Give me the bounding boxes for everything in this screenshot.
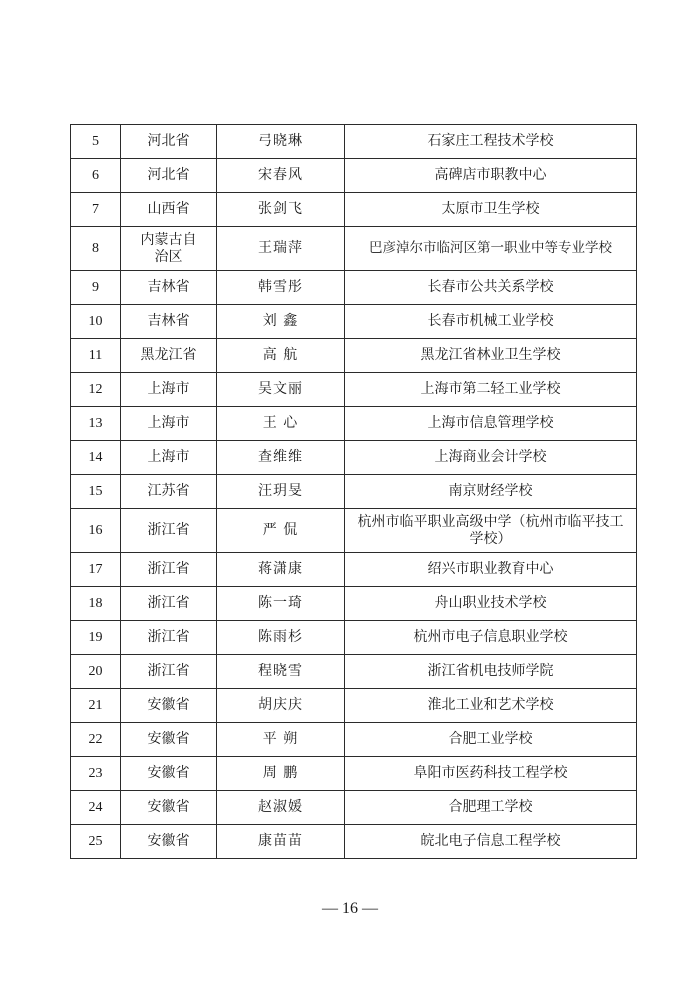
table-row bbox=[71, 509, 637, 553]
name-cell: 赵淑媛 bbox=[217, 791, 345, 825]
name-cell: 刘 鑫 bbox=[217, 305, 345, 339]
name-cell: 陈雨杉 bbox=[217, 621, 345, 655]
name-cell: 汪玥旻 bbox=[217, 475, 345, 509]
school-cell: 石家庄工程技术学校 bbox=[345, 125, 637, 159]
province-cell: 浙江省 bbox=[121, 621, 217, 655]
province-cell: 内蒙古自治区 bbox=[121, 227, 217, 271]
province-cell: 安徽省 bbox=[121, 791, 217, 825]
school-cell: 上海商业会计学校 bbox=[345, 441, 637, 475]
page-number: — 16 — bbox=[322, 900, 378, 917]
row-number: 8 bbox=[71, 227, 121, 271]
table-row bbox=[71, 159, 637, 193]
row-number: 25 bbox=[71, 825, 121, 859]
school-cell: 长春市机械工业学校 bbox=[345, 305, 637, 339]
name-cell: 查维维 bbox=[217, 441, 345, 475]
table-row bbox=[71, 587, 637, 621]
school-cell: 杭州市电子信息职业学校 bbox=[345, 621, 637, 655]
table-row bbox=[71, 271, 637, 305]
row-number: 22 bbox=[71, 723, 121, 757]
name-cell: 周 鹏 bbox=[217, 757, 345, 791]
table-row bbox=[71, 723, 637, 757]
province-cell: 上海市 bbox=[121, 407, 217, 441]
row-number: 14 bbox=[71, 441, 121, 475]
name-cell: 康苗苗 bbox=[217, 825, 345, 859]
row-number: 19 bbox=[71, 621, 121, 655]
table-row bbox=[71, 227, 637, 271]
name-cell: 王 心 bbox=[217, 407, 345, 441]
name-cell: 弓晓琳 bbox=[217, 125, 345, 159]
row-number: 16 bbox=[71, 509, 121, 553]
school-cell: 合肥理工学校 bbox=[345, 791, 637, 825]
table-row bbox=[71, 475, 637, 509]
row-number: 18 bbox=[71, 587, 121, 621]
province-cell: 浙江省 bbox=[121, 553, 217, 587]
school-cell: 杭州市临平职业高级中学（杭州市临平技工学校） bbox=[345, 509, 637, 553]
province-cell: 河北省 bbox=[121, 125, 217, 159]
table-row bbox=[71, 689, 637, 723]
table-row bbox=[71, 407, 637, 441]
row-number: 20 bbox=[71, 655, 121, 689]
row-number: 12 bbox=[71, 373, 121, 407]
province-cell: 安徽省 bbox=[121, 825, 217, 859]
name-cell: 严 侃 bbox=[217, 509, 345, 553]
row-number: 10 bbox=[71, 305, 121, 339]
province-cell: 安徽省 bbox=[121, 723, 217, 757]
school-cell: 长春市公共关系学校 bbox=[345, 271, 637, 305]
school-cell: 合肥工业学校 bbox=[345, 723, 637, 757]
table-row bbox=[71, 441, 637, 475]
province-cell: 浙江省 bbox=[121, 655, 217, 689]
province-cell: 安徽省 bbox=[121, 689, 217, 723]
name-cell: 高 航 bbox=[217, 339, 345, 373]
province-cell: 黑龙江省 bbox=[121, 339, 217, 373]
table-row bbox=[71, 193, 637, 227]
table-row bbox=[71, 757, 637, 791]
name-cell: 胡庆庆 bbox=[217, 689, 345, 723]
table-row bbox=[71, 791, 637, 825]
name-cell: 宋春风 bbox=[217, 159, 345, 193]
province-cell: 吉林省 bbox=[121, 305, 217, 339]
table-row bbox=[71, 825, 637, 859]
name-cell: 吴文丽 bbox=[217, 373, 345, 407]
province-cell: 山西省 bbox=[121, 193, 217, 227]
row-number: 13 bbox=[71, 407, 121, 441]
school-cell: 皖北电子信息工程学校 bbox=[345, 825, 637, 859]
school-cell: 上海市信息管理学校 bbox=[345, 407, 637, 441]
school-cell: 绍兴市职业教育中心 bbox=[345, 553, 637, 587]
school-cell: 阜阳市医药科技工程学校 bbox=[345, 757, 637, 791]
name-cell: 张剑飞 bbox=[217, 193, 345, 227]
row-number: 7 bbox=[71, 193, 121, 227]
table-row bbox=[71, 553, 637, 587]
name-cell: 韩雪彤 bbox=[217, 271, 345, 305]
province-cell: 吉林省 bbox=[121, 271, 217, 305]
table-row bbox=[71, 655, 637, 689]
province-cell: 上海市 bbox=[121, 373, 217, 407]
province-cell: 江苏省 bbox=[121, 475, 217, 509]
province-cell: 安徽省 bbox=[121, 757, 217, 791]
row-number: 15 bbox=[71, 475, 121, 509]
row-number: 21 bbox=[71, 689, 121, 723]
name-cell: 平 朔 bbox=[217, 723, 345, 757]
school-cell: 太原市卫生学校 bbox=[345, 193, 637, 227]
name-cell: 程晓雪 bbox=[217, 655, 345, 689]
row-number: 9 bbox=[71, 271, 121, 305]
province-cell: 上海市 bbox=[121, 441, 217, 475]
table-row bbox=[71, 339, 637, 373]
school-cell: 南京财经学校 bbox=[345, 475, 637, 509]
name-cell: 蒋潇康 bbox=[217, 553, 345, 587]
province-cell: 浙江省 bbox=[121, 587, 217, 621]
school-cell: 巴彦淖尔市临河区第一职业中等专业学校 bbox=[345, 227, 637, 271]
table-row bbox=[71, 125, 637, 159]
table-row bbox=[71, 621, 637, 655]
name-cell: 陈一琦 bbox=[217, 587, 345, 621]
school-cell: 浙江省机电技师学院 bbox=[345, 655, 637, 689]
table-row bbox=[71, 373, 637, 407]
school-cell: 舟山职业技术学校 bbox=[345, 587, 637, 621]
school-cell: 高碑店市职教中心 bbox=[345, 159, 637, 193]
row-number: 23 bbox=[71, 757, 121, 791]
school-cell: 黑龙江省林业卫生学校 bbox=[345, 339, 637, 373]
row-number: 5 bbox=[71, 125, 121, 159]
province-cell: 河北省 bbox=[121, 159, 217, 193]
row-number: 11 bbox=[71, 339, 121, 373]
row-number: 17 bbox=[71, 553, 121, 587]
name-cell: 王瑞萍 bbox=[217, 227, 345, 271]
row-number: 24 bbox=[71, 791, 121, 825]
roster-table bbox=[70, 124, 637, 859]
row-number: 6 bbox=[71, 159, 121, 193]
school-cell: 淮北工业和艺术学校 bbox=[345, 689, 637, 723]
school-cell: 上海市第二轻工业学校 bbox=[345, 373, 637, 407]
province-cell: 浙江省 bbox=[121, 509, 217, 553]
table-row bbox=[71, 305, 637, 339]
